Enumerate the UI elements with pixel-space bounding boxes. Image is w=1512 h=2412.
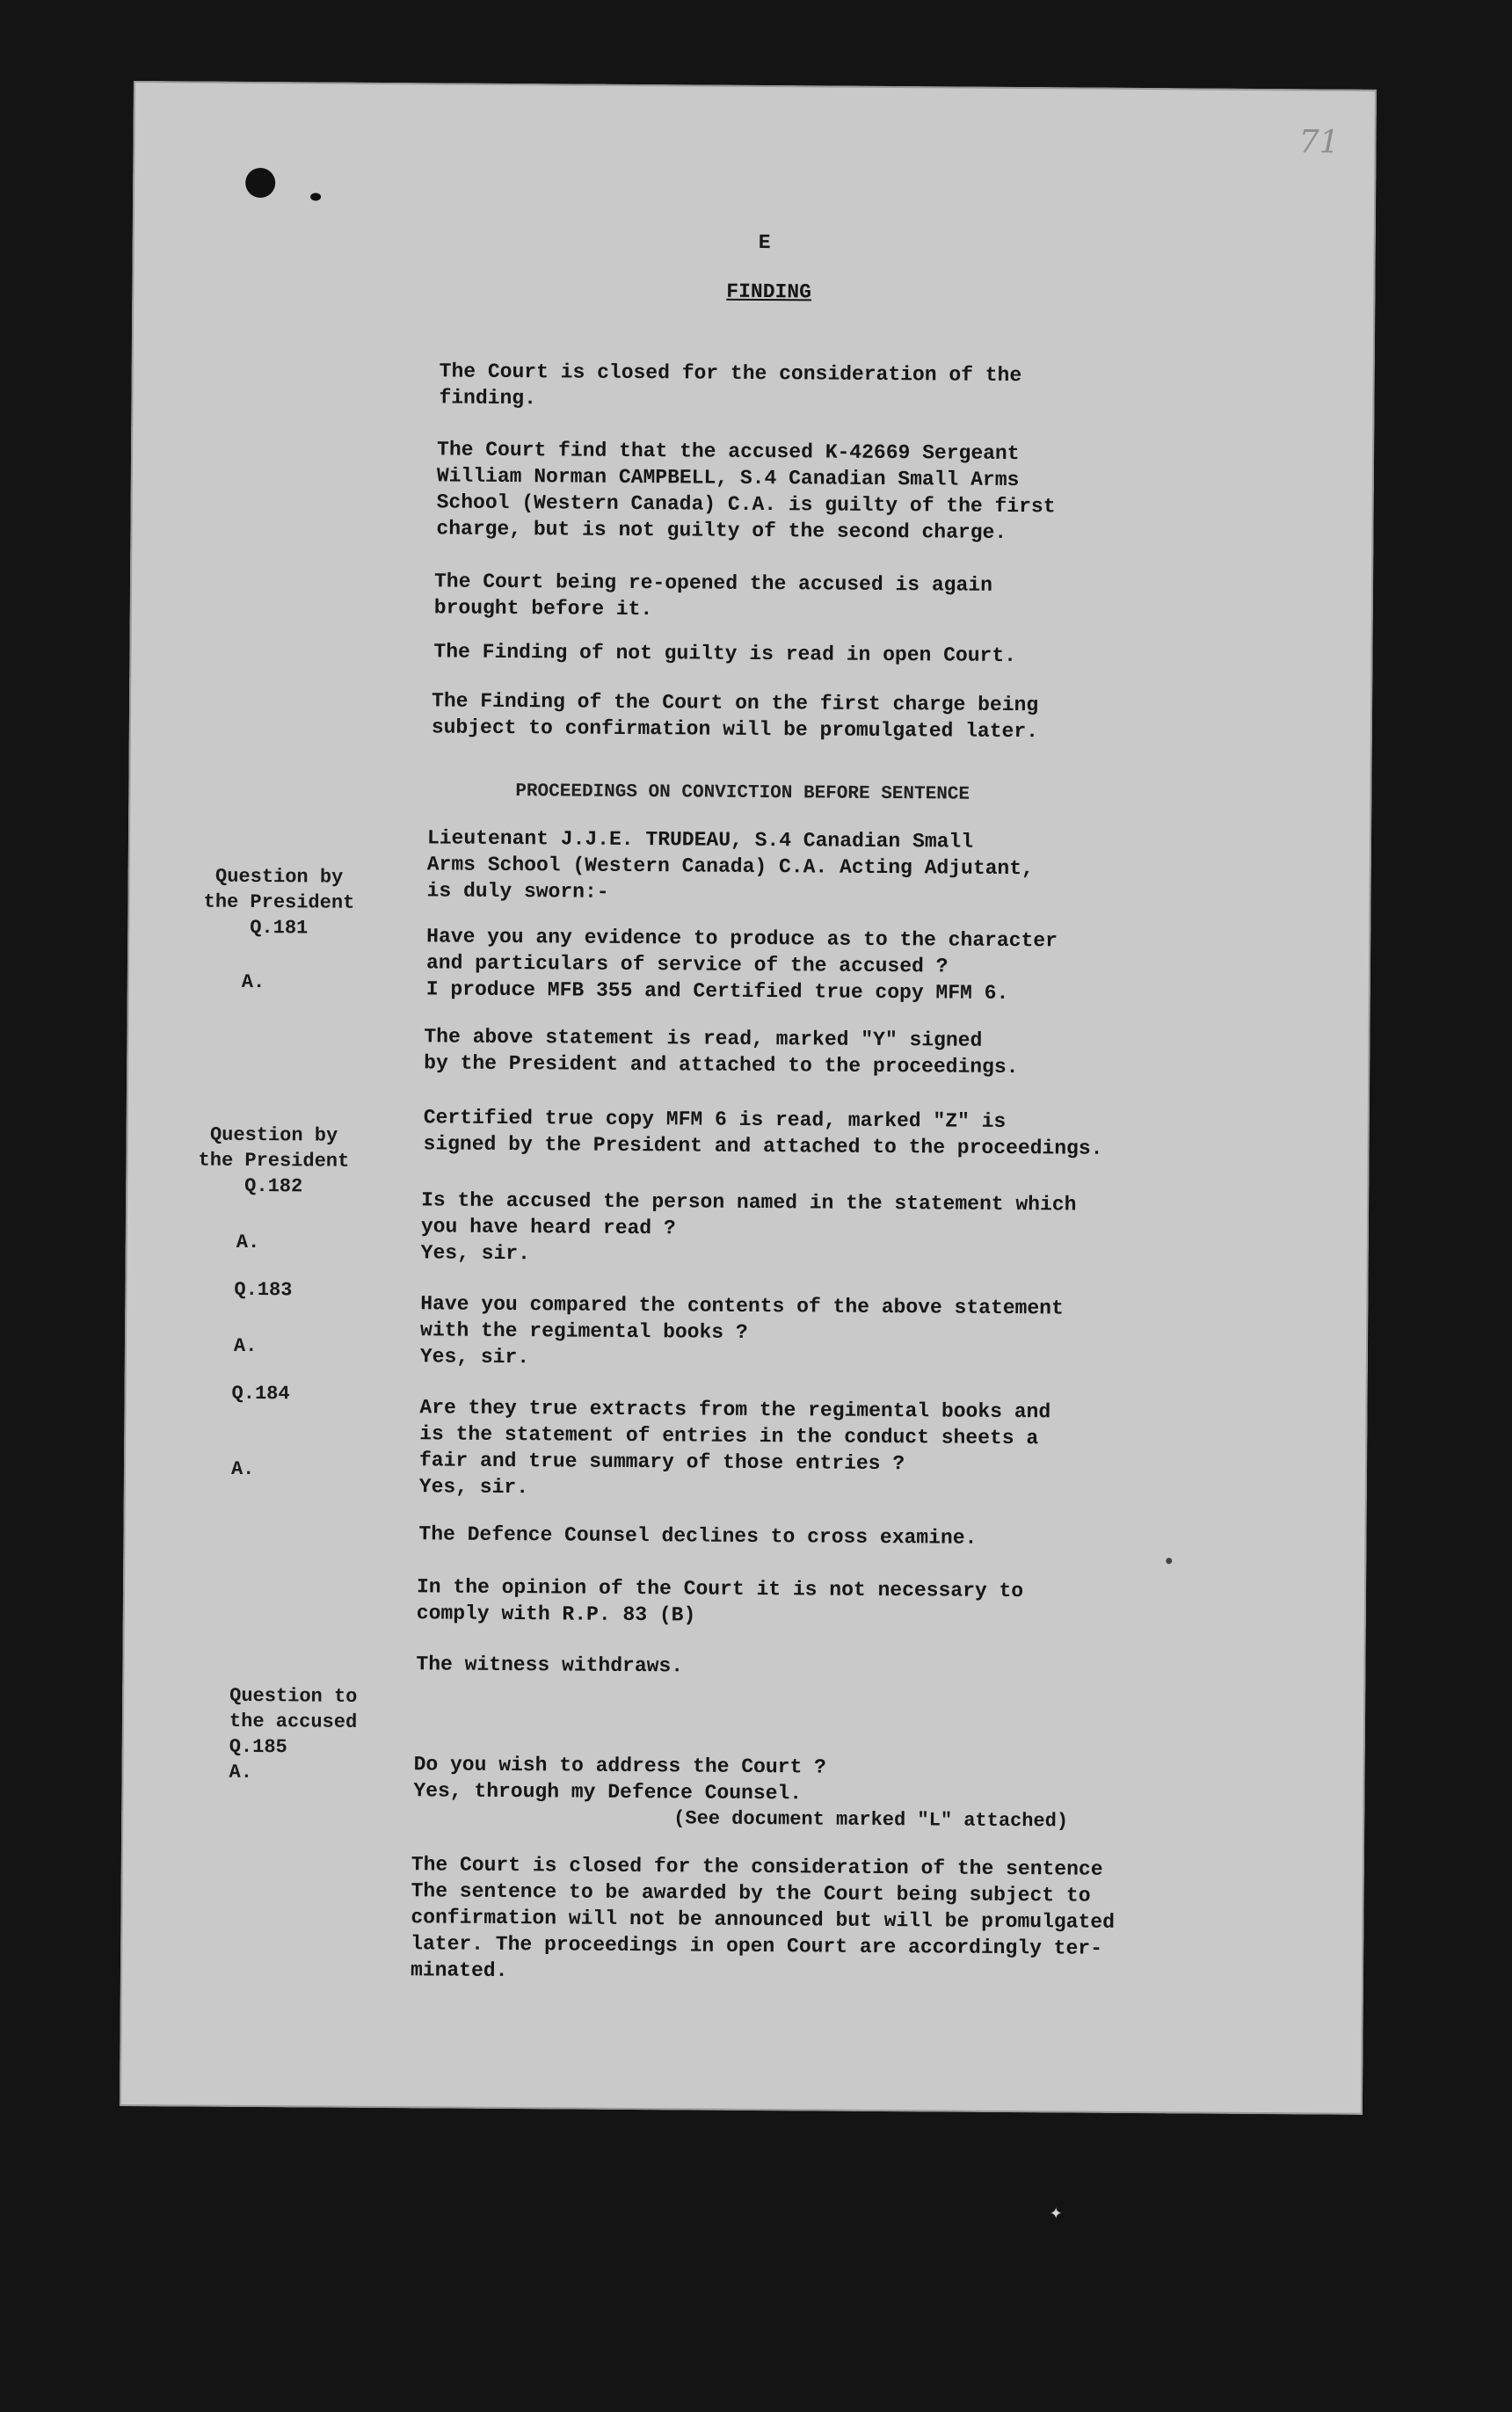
ink-blot-mark (245, 168, 275, 198)
paragraph-q185: Do you wish to address the Court ? Yes, through my Defence Counsel. (413, 1753, 826, 1805)
paragraph-q184: Are they true extracts from the regimental books and is the statement of entries in the conduct sheets a fair and true summary of those entries ? Yes, sir. (418, 1396, 1051, 1500)
margin-note-a181: A. (241, 970, 265, 994)
section-letter: E (758, 230, 771, 255)
paragraph-court-closed-sentence: The Court is closed for the consideration of the sentence The sentence to be awarded by the Court being subject to confirmation will not be announced but will be promulgated later. The proceedings in open Court are accordingly ter- minated. (410, 1853, 1116, 1983)
paragraph-q182: Is the accused the person named in the statement which you have heard read ? Yes, sir. (420, 1188, 1077, 1266)
paragraph-confirmation: The Finding of the Court on the first charge being subject to confirmation will be promulgated later. (431, 689, 1039, 744)
margin-note-a183: A. (233, 1334, 258, 1358)
paragraph-court-find: The Court find that the accused K-42669 Sergeant William Norman CAMPBELL, S.4 Canadian Small Arms School (Western Canada) C.A. is guilty of the first charge, but is not guilty of the second charge. (436, 438, 1056, 544)
margin-note-a182: A. (236, 1231, 260, 1254)
page-number: 71 (1298, 124, 1340, 161)
paragraph-witness-sworn: Lieutenant J.J.E. TRUDEAU, S.4 Canadian Small Arms School (Western Canada) C.A. Acting Adjutant, is duly sworn:- (426, 826, 1034, 904)
document-reference: (See document marked "L" attached) (673, 1807, 1069, 1833)
paragraph-mfm6-read: Certified true copy MFM 6 is read, marked "Z" is signed by the President and attached to the proceedings. (423, 1106, 1103, 1160)
paragraph-not-guilty-read: The Finding of not guilty is read in open Court. (433, 640, 1017, 668)
sub-title: PROCEEDINGS ON CONVICTION BEFORE SENTENCE (515, 781, 970, 805)
paragraph-court-closed: The Court is closed for the consideration of the finding. (439, 360, 1022, 410)
scan-artifact-mark: ✦ (1050, 2202, 1063, 2226)
section-title: FINDING (726, 280, 812, 304)
margin-note-q182: Question by the President Q.182 (198, 1123, 350, 1198)
margin-note-a184: A. (230, 1457, 255, 1480)
stray-mark (1166, 1558, 1172, 1564)
paragraph-witness-withdraws: The witness withdraws. (416, 1653, 684, 1678)
margin-note-q183: Q.183 (234, 1278, 293, 1302)
ink-dot-mark (310, 193, 321, 200)
margin-note-q181: Question by the President Q.181 (203, 865, 355, 940)
margin-note-q185: Question to the accused Q.185 A. (229, 1684, 358, 1784)
paragraph-court-reopened: The Court being re-opened the accused is again brought before it. (433, 570, 993, 621)
paragraph-statement-read: The above statement is read, marked "Y" signed by the President and attached to the proceedings. (424, 1025, 1019, 1079)
document-page (120, 81, 1377, 2115)
paragraph-q183: Have you compared the contents of the above statement with the regimental books ? Yes, sir. (419, 1292, 1064, 1369)
paragraph-defence-declines: The Defence Counsel declines to cross examine. (418, 1522, 978, 1550)
margin-note-q184: Q.184 (231, 1382, 290, 1406)
paragraph-opinion-of-court: In the opinion of the Court it is not necessary to comply with R.P. 83 (B) (416, 1575, 1024, 1627)
paragraph-q181: Have you any evidence to produce as to the character and particulars of service of the accused ? I produce MFB 355 and Certified true copy MFM 6. (425, 925, 1058, 1005)
